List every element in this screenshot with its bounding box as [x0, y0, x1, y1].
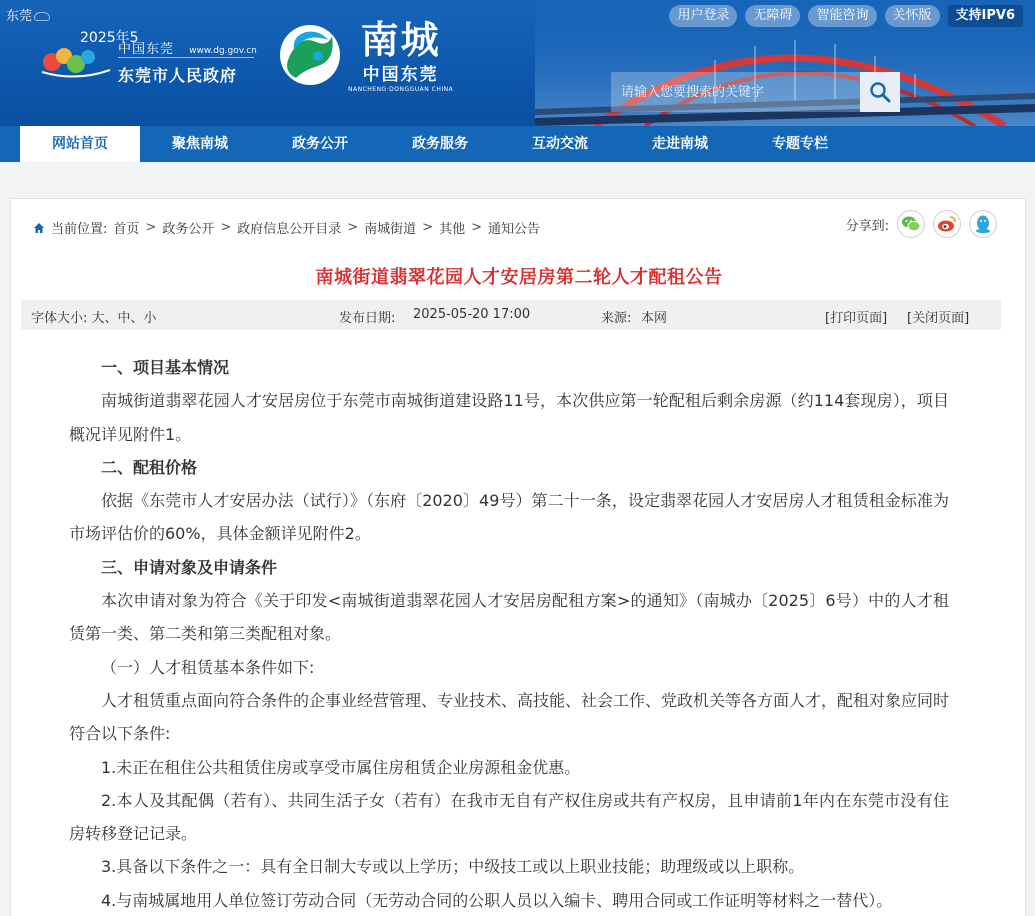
cloud-icon — [34, 12, 50, 21]
share-label: 分享到: — [845, 218, 889, 234]
nav-item-home[interactable]: 网站首页 — [20, 126, 140, 162]
article-meta-bar — [21, 300, 1001, 330]
article-paragraph: 依据《东莞市人才安居办法（试行）》（东府〔2020〕49号）第二十一条，设定翡翠花园人才安居房人才租赁租金标准为市场评估价的60%，具体金额详见附件2。 — [69, 491, 949, 544]
breadcrumb-item-gov-open[interactable]: 政务公开 — [162, 222, 215, 237]
breadcrumb-item-other[interactable]: 其他 — [439, 222, 466, 237]
nav-item-focus[interactable]: 聚焦南城 — [172, 136, 228, 152]
source-value: 本网 — [641, 311, 668, 326]
nancheng-subtitle: 中国东莞 — [362, 65, 439, 85]
weather-widget — [6, 5, 50, 24]
qq-icon — [974, 214, 992, 234]
gov-brand[interactable] — [118, 38, 257, 86]
article-title: 南城街道翡翠花园人才安居房第二轮人才配租公告 — [315, 267, 723, 288]
accessibility-link[interactable]: 无障碍 — [745, 5, 800, 27]
home-icon — [33, 222, 45, 234]
breadcrumb-item-notices[interactable]: 通知公告 — [488, 222, 541, 237]
article-paragraph: 本次申请对象为符合《关于印发<南城街道翡翠花园人才安居房配租方案>的通知》（南城办〔2025〕6号）中的人才租赁第一类、第二类和第三类配租对象。 — [69, 591, 949, 644]
ipv6-badge: 支持IPV6 — [948, 5, 1023, 27]
source-label: 来源: — [601, 311, 632, 326]
gov-domain: www.dg.gov.cn — [189, 46, 257, 56]
search-bar — [611, 72, 900, 112]
breadcrumb-item-catalog[interactable]: 政府信息公开目录 — [237, 222, 342, 237]
article-paragraph: 2.本人及其配偶（若有）、共同生活子女（若有）在我市无自有产权住房或共有产权房，且申请前1年内在东莞市没有住房转移登记记录。 — [69, 790, 949, 844]
gov-brand-script: 中国东莞 — [118, 42, 175, 57]
weather-city: 东莞 — [6, 9, 33, 24]
main-nav — [0, 126, 1035, 162]
brand-divider — [118, 57, 254, 58]
smart-consult-link[interactable]: 智能咨询 — [808, 5, 876, 27]
search-button[interactable] — [860, 72, 900, 112]
gov-name: 东莞市人民政府 — [118, 66, 238, 85]
section-heading: 二、配租价格 — [101, 457, 198, 477]
section-heading: 一、项目基本情况 — [101, 358, 230, 377]
nav-item-about-nancheng[interactable]: 走进南城 — [652, 136, 708, 152]
breadcrumb-prefix: 当前位置: — [51, 222, 108, 237]
article-paragraph: 南城街道翡翠花园人才安居房位于东莞市南城街道建设路11号，本次供应第一轮配租后剩余房源（约114套现房），项目概况详见附件1。 — [69, 391, 949, 444]
wechat-icon — [901, 215, 921, 233]
breadcrumb-separator: > — [220, 220, 232, 235]
article-paragraph: 3.具备以下条件之一：具有全日制大专或以上学历；中级技工或以上职业技能；助理级或以上职称。 — [101, 857, 805, 877]
close-page-button[interactable]: [关闭页面] — [907, 311, 970, 326]
nav-item-interaction[interactable]: 互动交流 — [532, 136, 588, 152]
share-bar — [846, 210, 997, 238]
breadcrumb-separator: > — [347, 220, 359, 235]
breadcrumb — [33, 218, 540, 237]
publish-date: 2025-05-20 17:00 — [413, 307, 531, 322]
search-input[interactable] — [611, 72, 860, 112]
article-paragraph: 1.未正在租住公共租赁住房或享受市属住房租赁企业房源租金优惠。 — [101, 757, 581, 777]
print-page-button[interactable]: [打印页面] — [825, 311, 888, 326]
nancheng-en: NANCHENG·DONGGUAN CHINA — [348, 86, 454, 93]
article-paragraph: 4.与南城属地用人单位签订劳动合同（无劳动合同的公职人员以入编卡、聘用合同或工作证明等材料之一替代）。 — [101, 890, 893, 910]
content-panel — [10, 198, 1026, 916]
nav-item-special-topics[interactable]: 专题专栏 — [772, 136, 828, 152]
breadcrumb-item-home[interactable]: 首页 — [113, 222, 140, 237]
care-mode-link[interactable]: 关怀版 — [885, 5, 940, 27]
qq-share-button[interactable] — [969, 210, 997, 238]
publish-date-label: 发布日期: — [339, 311, 396, 326]
login-link[interactable]: 用户登录 — [669, 5, 737, 27]
article-paragraph: 人才租赁重点面向符合条件的企事业经营管理、专业技术、高技能、社会工作、党政机关等各方面人才，配租对象应同时符合以下条件: — [69, 690, 950, 744]
breadcrumb-item-nancheng[interactable]: 南城街道 — [364, 222, 417, 237]
search-icon — [869, 81, 891, 103]
breadcrumb-separator: > — [471, 220, 482, 235]
dongguan-gov-logo[interactable] — [38, 42, 114, 80]
nancheng-title: 南城 — [360, 18, 441, 62]
date-label: 2025年5 — [80, 30, 139, 46]
section-heading: 三、申请对象及申请条件 — [101, 557, 278, 577]
nancheng-brand[interactable] — [348, 18, 453, 93]
article-paragraph: （一）人才租赁基本条件如下: — [101, 657, 315, 677]
font-size-options[interactable]: 字体大小: 大、中、小 — [31, 311, 157, 326]
weibo-share-button[interactable] — [933, 210, 961, 238]
weibo-icon — [937, 215, 957, 233]
site-header — [0, 0, 1035, 126]
nancheng-logo[interactable] — [276, 20, 344, 90]
breadcrumb-separator: > — [145, 220, 157, 235]
wechat-share-button[interactable] — [897, 210, 925, 238]
nav-item-gov-affairs-open[interactable]: 政务公开 — [292, 136, 348, 152]
article-body — [69, 351, 949, 916]
top-links — [669, 5, 1023, 27]
nav-item-gov-services[interactable]: 政务服务 — [412, 136, 468, 152]
breadcrumb-separator: > — [422, 220, 434, 235]
